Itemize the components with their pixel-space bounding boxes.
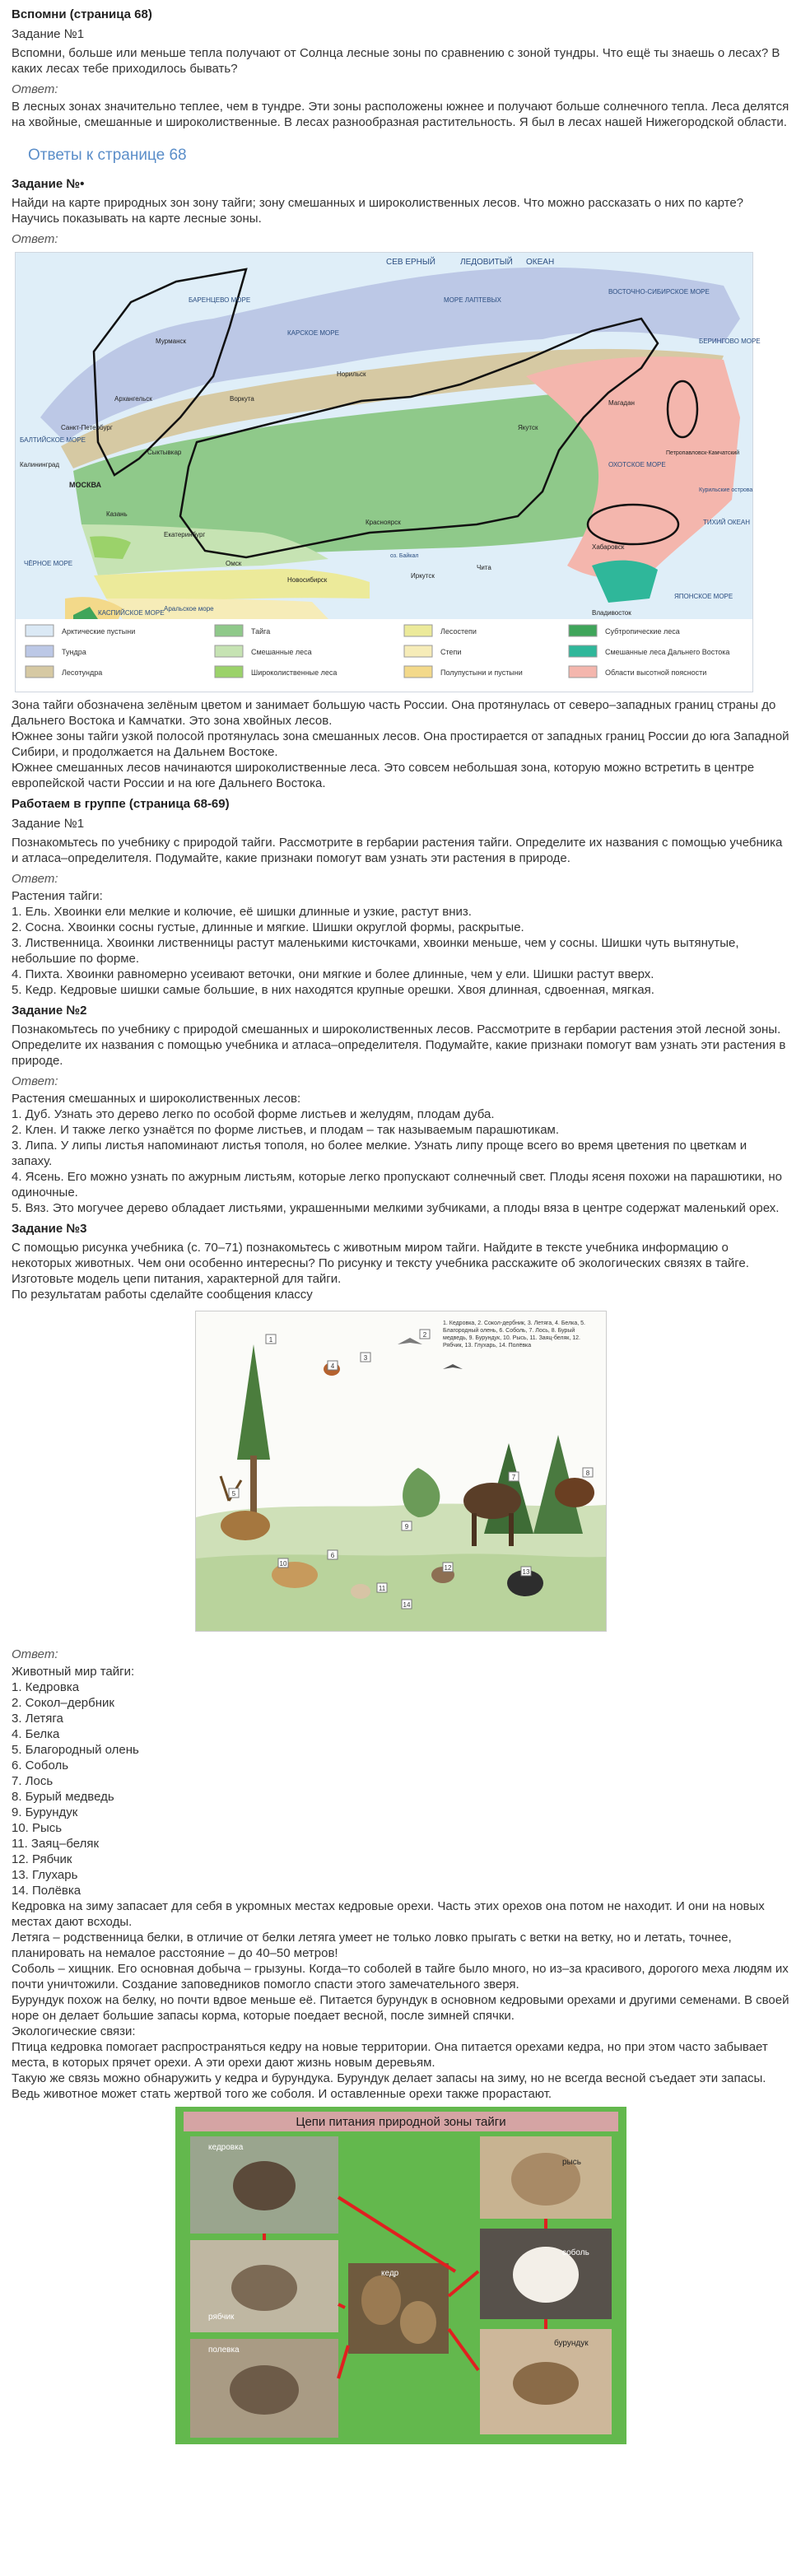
legend-swatch: [569, 666, 597, 678]
answer-label: Ответ:: [12, 82, 58, 96]
legend-label: Широколиственные леса: [251, 668, 338, 677]
legend-swatch: [404, 666, 432, 678]
map-label-syktyvkar: Сыктывкар: [147, 449, 182, 456]
list-item: Животный мир тайги:: [12, 1665, 135, 1679]
list-item: 11. Заяц–беляк: [12, 1837, 100, 1851]
chain-label-burunduk: бурундук: [553, 2339, 589, 2348]
task-title: Задание №•: [12, 177, 85, 191]
taiga-animals-text: [12, 1898, 789, 2102]
animal-marker-number: 11: [378, 1585, 385, 1592]
list-item: 10. Рысь: [12, 1821, 63, 1835]
legend-item: [215, 625, 270, 636]
list-item: 5. Кедр. Кедровые шишки самые большие, в них находятся крупные орешки. Хвоя длинная, сдвоенная, мягкая.: [12, 983, 654, 997]
section-heading-group: Работаем в группе (страница 68-69): [12, 797, 230, 811]
map-label-moscow: МОСКВА: [69, 481, 102, 489]
animal-marker-number: 10: [279, 1560, 286, 1567]
chain-label-ryabchik: рябчик: [207, 2313, 234, 2322]
chain-label-polevka: полевка: [207, 2345, 240, 2355]
map-label-magadan: Магадан: [608, 399, 635, 407]
map-label-omsk: Омск: [226, 560, 242, 567]
list-item: 1. Ель. Хвоинки ели мелкие и колючие, её шишки длинные и узкие, растут вниз.: [12, 905, 472, 919]
list-item: 14. Полёвка: [12, 1884, 81, 1898]
map-label-laptev: МОРЕ ЛАПТЕВЫХ: [444, 296, 502, 304]
map-label-krasnoyarsk: Красноярск: [366, 519, 401, 526]
legend-swatch: [569, 625, 597, 636]
map-label-chita: Чита: [477, 564, 491, 571]
chain-label-kedrovka: кедровка: [207, 2143, 243, 2152]
legend-swatch: [26, 625, 54, 636]
task-title: Задание №1: [12, 27, 85, 41]
task-question: Найди на карте природных зон зону тайги; зону смешанных и широколиственных лесов. Что можно рассказать о них по карте? Научись показывать на карте лесные зоны.: [12, 196, 744, 226]
legend-swatch: [26, 645, 54, 657]
legend-swatch: [404, 645, 432, 657]
legend-item: [26, 625, 135, 636]
list-item: 1. Дуб. Узнать это дерево легко по особой форме листьев и желудям, плодам дуба.: [12, 1107, 495, 1121]
task-title: Задание №2: [12, 1004, 87, 1018]
chain-label-sobol: соболь: [561, 2248, 589, 2257]
paragraph: Соболь – хищник. Его основная добыча – грызуны. Когда–то соболей в тайге было много, но из–за красивого, дорогого меха людям их почти уничтожили. Создание заповедников помогло спасти этого замечательного зверя.: [12, 1962, 789, 1991]
task-question: С помощью рисунка учебника (с. 70–71) познакомьтесь с животным миром тайги. Найдите в тексте учебника информацию о некоторых животных. Чем они особенно интересны? По рисунку и тексту учебника расскажите об экологических связях в тайге. Изготовьте модель цепи питания, характерной для тайги.: [12, 1241, 749, 1286]
list-item: 7. Лось: [12, 1774, 54, 1788]
map-label-norilsk: Норильск: [337, 370, 366, 378]
animal-marker-number: 5: [231, 1490, 235, 1498]
answers-page-title: Ответы к странице 68: [28, 147, 187, 164]
map-label-baltic: БАЛТИЙСКОЕ МОРЕ: [20, 436, 86, 444]
list-item: 6. Соболь: [12, 1758, 69, 1772]
legend-label: Области высотной поясности: [605, 668, 707, 677]
list-item: 13. Глухарь: [12, 1868, 78, 1882]
legend-label: Степи: [440, 648, 462, 656]
list-item: 2. Сокол–дербник: [12, 1696, 114, 1710]
map-label-vsib: ВОСТОЧНО-СИБИРСКОЕ МОРЕ: [608, 288, 710, 296]
answer-label: Ответ:: [12, 232, 58, 246]
legend-item: [569, 645, 729, 657]
task-question: Вспомни, больше или меньше тепла получают от Солнца лесные зоны по сравнению с зоной тундры. Что ещё ты знаешь о лесах? В каких лесах тебе приходилось бывать?: [12, 46, 780, 76]
list-item: 4. Пихта. Хвоинки равномерно усеивают веточки, они мягкие и более длинные, чем у ели. Шишки растут вверх.: [12, 967, 654, 981]
answer-text: Южнее смешанных лесов начинаются широколиственные леса. Это совсем небольшая зона, которую можно встретить в центре европейской части России и на юге Дальнего Востока.: [12, 761, 755, 790]
legend-swatch: [569, 645, 597, 657]
list-item: 2. Клен. И также легко узнаётся по форме листьев, и плодам – так называемым парашютикам.: [12, 1123, 560, 1137]
animal-marker-number: 4: [330, 1363, 334, 1370]
map-label-sea3: ОКЕАН: [526, 258, 555, 267]
map-label-murmansk: Мурманск: [156, 338, 186, 345]
legend-swatch: [215, 645, 243, 657]
animals-svg: [196, 1311, 606, 1631]
legend-label: Субтропические леса: [605, 627, 680, 636]
natural-zones-map: [15, 252, 761, 692]
map-label-vladivostok: Владивосток: [592, 609, 631, 617]
map-label-japan: ЯПОНСКОЕ МОРЕ: [674, 593, 733, 600]
animal-marker-number: 2: [422, 1331, 426, 1339]
map-svg: [16, 253, 761, 692]
legend-label: Тайга: [251, 627, 271, 636]
map-label-kuril: Курильские острова: [699, 487, 753, 493]
animal-marker-number: 3: [363, 1354, 367, 1362]
map-label-kasp: КАСПИЙСКОЕ МОРЕ: [98, 609, 165, 617]
list-item: 4. Белка: [12, 1727, 60, 1741]
chain-label-kedr: кедр: [380, 2269, 398, 2278]
taiga-animals-list: [12, 1664, 789, 1898]
paragraph: Птица кедровка помогает распространяться кедру на новые территории. Она питается орехами кедра, но при этом часто забывает места, в которых прячет орехи. А эти орехи дают жизнь новым деревьям.: [12, 2040, 768, 2070]
task-question: Познакомьтесь по учебнику с природой смешанных и широколиственных лесов. Рассмотрите в гербарии растения этой лесной зоны. Определите их названия с помощью учебника и атласа–определителя. Подумайте, какие признаки помогут вам узнать эти растения в природе.: [12, 1022, 786, 1068]
list-item: Растения смешанных и широколиственных лесов:: [12, 1092, 301, 1106]
map-label-kara: КАРСКОЕ МОРЕ: [287, 329, 339, 337]
answer-text: В лесных зонах значительно теплее, чем в тундре. Эти зоны расположены южнее и получают больше солнечного тепла. Леса делятся на хвойные, смешанные и широколиственные. В лесах разнообразная растительность. Я был в лесах нашей Нижегородской области.: [12, 100, 789, 129]
legend-swatch: [26, 666, 54, 678]
list-item: Растения тайги:: [12, 889, 103, 903]
map-label-kazan: Казань: [106, 510, 128, 518]
legend-label: Арктические пустыни: [62, 627, 136, 636]
map-label-barents: БАРЕНЦЕВО МОРЕ: [189, 296, 251, 304]
answer-label: Ответ:: [12, 1074, 58, 1088]
animal-marker-number: 6: [330, 1552, 334, 1559]
paragraph: Кедровка на зиму запасает для себя в укромных местах кедровые орехи. Часть этих орехов она потом не находит. И они на новых местах дают всходы.: [12, 1899, 765, 1929]
list-item: 8. Бурый медведь: [12, 1790, 114, 1804]
task-title: Задание №3: [12, 1222, 87, 1236]
map-label-baikal: оз. Байкал: [390, 553, 419, 559]
map-label-spb: Санкт-Петербург: [61, 424, 113, 431]
animal-marker-number: 9: [404, 1523, 408, 1530]
legend-label: Смешанные леса: [251, 648, 312, 656]
map-label-vorkuta: Воркута: [230, 395, 254, 403]
legend-label: Лесостепи: [440, 627, 477, 636]
map-label-khabarovsk: Хабаровск: [592, 543, 625, 551]
legend-swatch: [404, 625, 432, 636]
list-item: 2. Сосна. Хвоинки сосны густые, длинные и мягкие. Шишки округлой формы, раскрытые.: [12, 920, 524, 934]
animal-marker-number: 8: [585, 1470, 589, 1477]
task-question: По результатам работы сделайте сообщения классу: [12, 1288, 313, 1302]
animal-marker-number: 14: [403, 1601, 410, 1609]
list-item: 5. Благородный олень: [12, 1743, 139, 1757]
map-label-irkutsk: Иркутск: [411, 572, 435, 580]
map-label-petropavl: Петропавловск-Камчатский: [666, 450, 740, 456]
list-item: 5. Вяз. Это могучее дерево обладает листьями, украшенными мелкими зубчиками, а плоды вяза в центре содержат маленький орех.: [12, 1201, 780, 1215]
food-chain-illustration: [175, 2107, 626, 2444]
map-label-arkh: Архангельск: [114, 395, 152, 403]
list-item: 4. Ясень. Его можно узнать по ажурным листьям, которые легко пропускают солнечный свет. Плоды ясеня похожи на парашютики, но одиночные.: [12, 1170, 783, 1199]
plants-mixed-list: [12, 1091, 789, 1216]
legend-label: Лесотундра: [62, 668, 103, 677]
food-chain-title: Цепи питания природной зоны тайги: [295, 2115, 506, 2129]
map-label-bering: БЕРИНГОВО МОРЕ: [699, 338, 761, 345]
legend-item: [569, 666, 706, 678]
map-label-sea2: ЛЕДОВИТЫЙ: [460, 258, 513, 267]
legend-item: [404, 666, 523, 678]
map-label-okhotsk: ОХОТСКОЕ МОРЕ: [608, 461, 666, 468]
list-item: 3. Летяга: [12, 1712, 63, 1726]
map-label-chern: ЧЁРНОЕ МОРЕ: [24, 560, 73, 567]
answer-text: Зона тайги обозначена зелёным цветом и занимает большую часть России. Она протянулась от северо–западных границ страны до Дальнего Востока и Камчатки. Это зона хвойных лесов.: [12, 698, 776, 728]
legend-item: [215, 666, 337, 678]
legend-item: [26, 666, 102, 678]
animal-marker-number: 13: [522, 1568, 529, 1576]
legend-item: [404, 625, 477, 636]
legend-label: Тундра: [62, 648, 86, 656]
animals-legend-text: 1. Кедровка, 2. Сокол-дербник, 3. Летяга, 4. Белка, 5. Благородный олень, 6. Соболь, 7. Лось, 8. Бурый медведь, 9. Бурундук, 10. Рысь, 11. Заяц-беляк, 12. Рябчик, 13. Глухарь, 14. Полёвка: [442, 1321, 585, 1349]
map-label-pacific: ТИХИЙ ОКЕАН: [703, 519, 751, 526]
taiga-animals-illustration: [195, 1311, 607, 1632]
paragraph: Экологические связи:: [12, 2024, 136, 2038]
food-chain-svg: [175, 2107, 626, 2444]
legend-swatch: [215, 625, 243, 636]
list-item: 3. Липа. У липы листья напоминают листья тополя, но более мелкие. Узнать липу проще всего во время цветения по цветкам и запаху.: [12, 1139, 747, 1168]
map-label-ekb: Екатеринбург: [164, 531, 206, 538]
legend-item: [569, 625, 680, 636]
map-legend: [16, 619, 752, 692]
task-question: Познакомьтесь по учебнику с природой тайги. Рассмотрите в гербарии растения тайги. Определите их названия с помощью учебника и атласа–определителя. Подумайте, какие признаки помогут вам узнать эти растения в природе.: [12, 836, 783, 865]
list-item: 3. Лиственница. Хвоинки лиственницы растут маленькими кисточками, хвоинки меньше, чем у сосны. Шишки чуть вытянутые, небольшие по форме.: [12, 936, 739, 966]
legend-swatch: [215, 666, 243, 678]
task-title: Задание №1: [12, 817, 85, 831]
legend-label: Полупустыни и пустыни: [440, 668, 523, 677]
list-item: 9. Бурундук: [12, 1805, 78, 1819]
animal-marker-number: 12: [444, 1564, 451, 1572]
legend-item: [215, 645, 312, 657]
answer-label: Ответ:: [12, 1647, 58, 1661]
answer-text: Южнее зоны тайги узкой полосой протянулась зона смешанных лесов. Она простирается от западных границ России до юга Западной Сибири, и продолжается на Дальнем Востоке.: [12, 729, 789, 759]
map-label-novosib: Новосибирск: [287, 576, 328, 584]
section-heading-remember: Вспомни (страница 68): [12, 7, 152, 21]
answer-label: Ответ:: [12, 872, 58, 886]
list-item: 12. Рябчик: [12, 1852, 72, 1866]
paragraph: Летяга – родственница белки, в отличие от белки летяга умеет не только ловко прыгать с ветки на ветку, но и летать, точнее, планировать на немалое расстояние – до 40–50 метров!: [12, 1931, 732, 1960]
animal-marker-number: 7: [511, 1474, 515, 1481]
paragraph: Бурундук похож на белку, но почти вдвое меньше её. Питается бурундук в основном кедровыми орехами и другими семенами. В своей норе он делает большие запасы корма, которые поедает весной, после зимней спячки.: [12, 1993, 789, 2023]
map-label-sea1: СЕВ ЕРНЫЙ: [386, 258, 435, 267]
plants-taiga-list: [12, 888, 789, 998]
map-label-aral: Аральское море: [164, 605, 214, 613]
map-label-yakutsk: Якутск: [518, 424, 538, 431]
legend-label: Смешанные леса Дальнего Востока: [605, 648, 730, 656]
chain-label-rys: рысь: [561, 2158, 581, 2167]
list-item: 1. Кедровка: [12, 1680, 80, 1694]
map-label-kaliningrad: Калининград: [20, 461, 60, 468]
paragraph: Такую же связь можно обнаружить у кедра и бурундука. Бурундук делает запасы на зиму, но не всегда весной съедает эти запасы. Ведь животное может стать жертвой того же соболя. И оставленные орехи также прорастают.: [12, 2071, 766, 2101]
animal-marker-number: 1: [268, 1336, 272, 1344]
